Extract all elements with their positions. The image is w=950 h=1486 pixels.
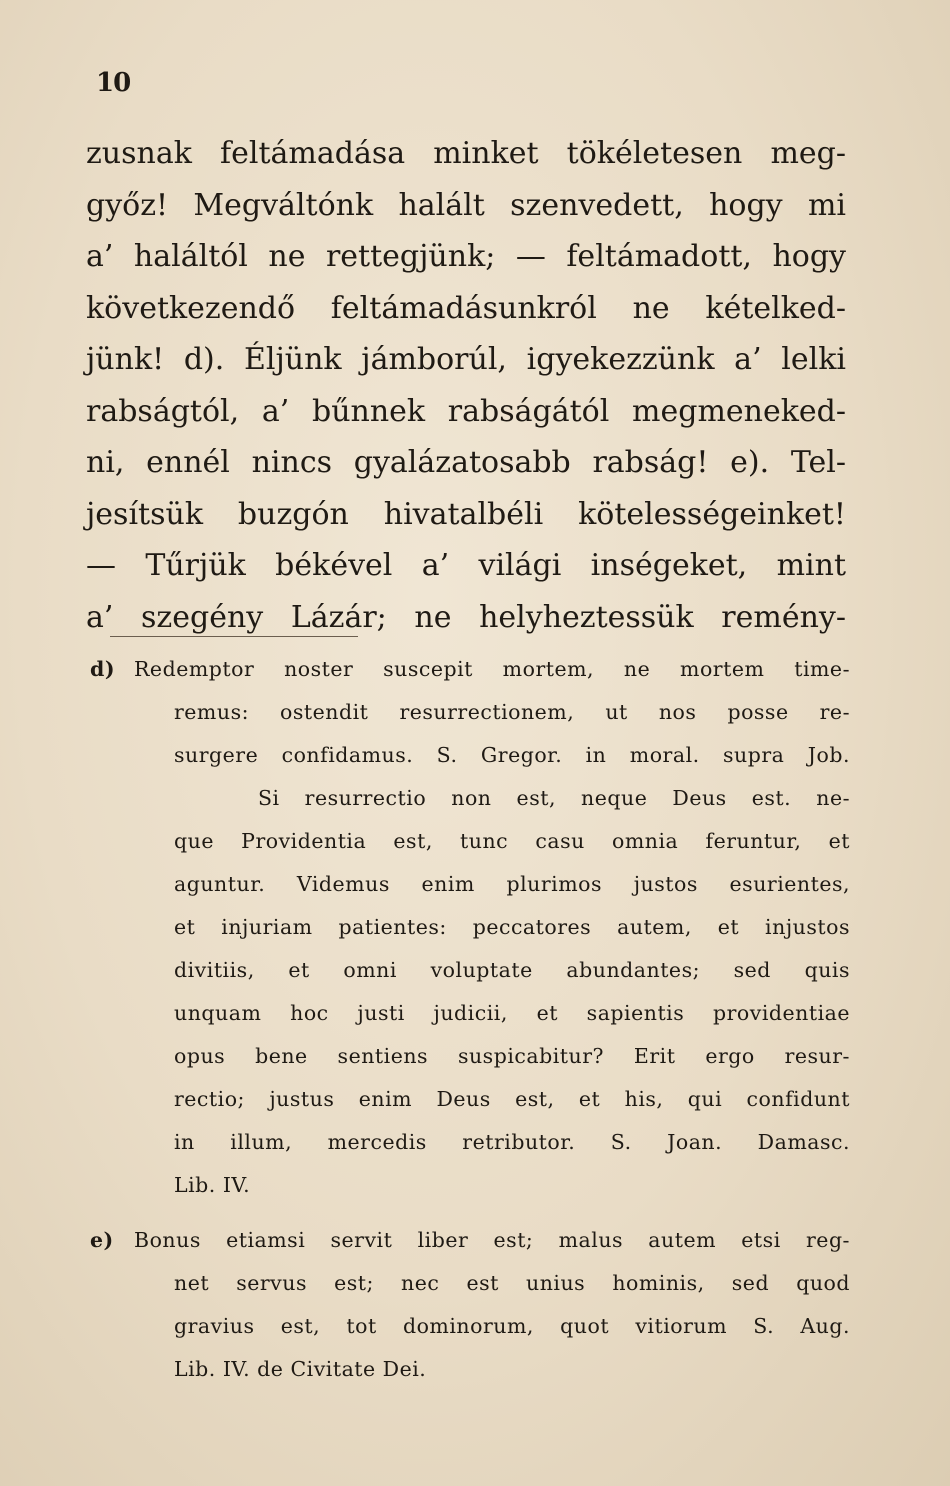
main-text-line: győz! Megváltónk halált szenvedett, hogy mi <box>86 187 846 223</box>
footnote-line: rectio; justus enim Deus est, et his, qui confidunt <box>174 1087 850 1111</box>
footnote-separator <box>110 636 358 637</box>
footnote-line: surgere confidamus. S. Gregor. in moral. supra Job. <box>174 743 850 767</box>
footnote-line: opus bene sentiens suspicabitur? Erit ergo resur- <box>174 1044 850 1068</box>
footnote-line <box>90 648 850 691</box>
footnote-line: divitiis, et omni voluptate abundantes; sed quis <box>174 958 850 982</box>
main-text-line: ni, ennél nincs gyalázatosabb rabság! e). Tel- <box>86 445 846 480</box>
main-text-line: a’ haláltól ne rettegjünk; — feltámadott, hogy <box>86 239 846 274</box>
footnote-line: Si resurrectio non est, neque Deus est. ne- <box>258 786 850 810</box>
footnote-d <box>90 648 850 1207</box>
main-text <box>86 128 846 643</box>
main-text-line: következendő feltámadásunkról ne kételked- <box>86 290 846 326</box>
footnote-text: Bonus etiamsi servit liber est; malus autem etsi reg- <box>134 1228 850 1252</box>
main-text-line: — Tűrjük békével a’ világi inségeket, mint <box>86 548 846 583</box>
main-text-line: a’ szegény Lázár; ne helyheztessük remény- <box>86 599 846 635</box>
page-number: 10 <box>96 68 131 98</box>
footnote-line: et injuriam patientes: peccatores autem, et injustos <box>174 915 850 939</box>
footnote-line: in illum, mercedis retributor. S. Joan. Damasc. <box>174 1130 850 1154</box>
main-text-line: jünk! d). Éljünk jámborúl, igyekezzünk a’ lelki <box>86 342 846 377</box>
footnote-line <box>90 1219 850 1262</box>
main-text-line: rabságtól, a’ bűnnek rabságától megmeneked- <box>86 393 846 429</box>
footnote-line: unquam hoc justi judicii, et sapientis providentiae <box>174 1001 850 1025</box>
footnote-line: que Providentia est, tunc casu omnia feruntur, et <box>174 829 850 853</box>
footnote-label: e) <box>90 1228 114 1252</box>
main-text-line: jesítsük buzgón hivatalbéli kötelességeinket! <box>86 496 846 532</box>
footnote-line: remus: ostendit resurrectionem, ut nos posse re- <box>174 700 850 724</box>
footnote-line: gravius est, tot dominorum, quot vitiorum S. Aug. <box>174 1314 850 1338</box>
footnote-line: aguntur. Videmus enim plurimos justos esurientes, <box>174 872 850 896</box>
footnote-line: Lib. IV. de Civitate Dei. <box>174 1357 427 1381</box>
footnote-line: Lib. IV. <box>174 1173 251 1197</box>
footnote-line: net servus est; nec est unius hominis, sed quod <box>174 1271 850 1295</box>
footnote-label: d) <box>90 657 116 681</box>
main-text-line: zusnak feltámadása minket tökéletesen meg- <box>86 136 846 171</box>
footnote-gap <box>90 1207 850 1219</box>
footnote-text: Redemptor noster suscepit mortem, ne mortem time- <box>134 657 850 681</box>
footnote-e <box>90 1219 850 1391</box>
footnotes <box>90 648 850 1391</box>
